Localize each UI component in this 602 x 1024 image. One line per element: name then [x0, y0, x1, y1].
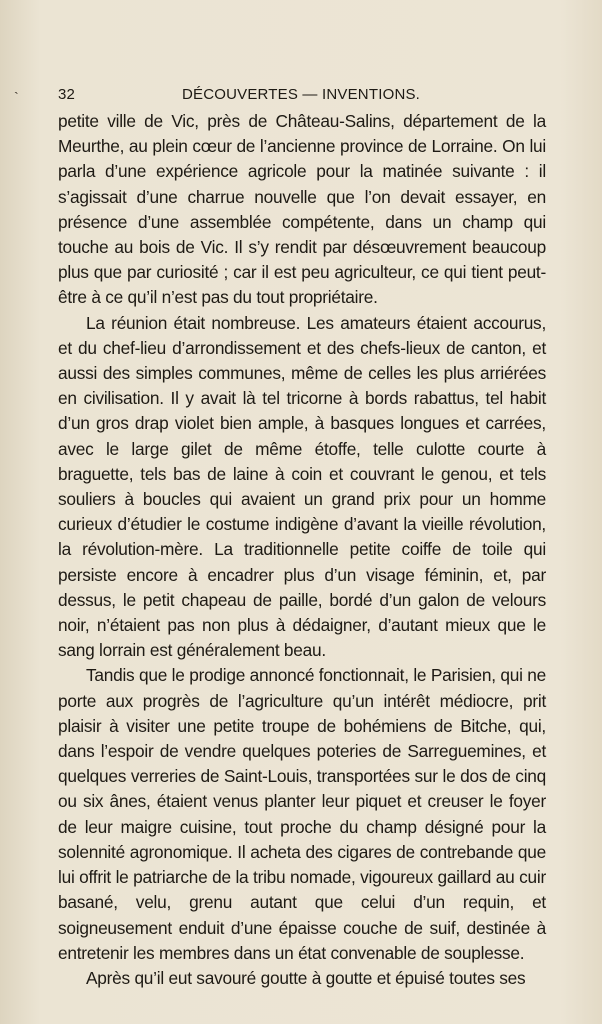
running-head: DÉCOUVERTES — INVENTIONS. [181, 86, 421, 103]
margin-mark: ˎ [14, 80, 19, 95]
body-text [58, 109, 546, 991]
page-number: 32 [58, 86, 76, 103]
paragraph-3: Tandis que le prodige annoncé fonctionnait, le Parisien, qui ne porte aux progrès de l’agriculture qu’un intérêt médiocre, prit plaisir à visiter une petite troupe de bohémiens de Bitche, qui, dans l’espoir de vendre quelques poteries de Sarreguemines, et quelques verreries de Saint-Louis, transportées sur le dos de cinq ou six ânes, étaient venus planter leur piquet et creuser le foyer de leur maigre cuisine, tout proche du champ désigné pour la solennité agronomique. Il acheta des cigares de contrebande que lui offrit le patriarche de la tribu nomade, vigoureux gaillard au cuir basané, velu, grenu autant que celui d’un requin, et soigneusement enduit d’une épaisse couche de suif, destinée à entretenir les membres dans un état convenable de souplesse. [58, 665, 546, 963]
page-header [58, 86, 544, 108]
paragraph-4: Après qu’il eut savouré goutte à goutte et épuisé toutes ses [86, 967, 526, 988]
paragraph-1: petite ville de Vic, près de Château-Salins, département de la Meurthe, au plein cœur de l’ancienne province de Lorraine. On lui parla d’une expérience agricole pour la matinée suivante : il s’agissait d’une charrue nouvelle que l’on devait essayer, en présence d’une assemblée compétente, dans un champ qui touche au bois de Vic. Il s’y rendit par désœuvrement beaucoup plus que par curiosité ; car il est peu agriculteur, ce qui tient peut-être à ce qu’il n’est pas du tout propriétaire. [58, 111, 546, 308]
paragraph-2: La réunion était nombreuse. Les amateurs étaient accourus, et du chef-lieu d’arrondissement et des chefs-lieux de canton, et aussi des simples communes, même de celles les plus arriérées en civilisation. Il y avait là tel tricorne à bords rabattus, tel habit d’un gros drap violet bien ample, à basques longues et carrées, avec le large gilet de même étoffe, telle culotte courte à braguette, tels bas de laine à coin et couvrant le genou, et tels souliers à boucles qui avaient un grand prix pour un homme curieux d’étudier le costume indigène d’avant la vieille révolution, la révolution-mère. La traditionnelle petite coiffe de toile qui persiste encore à encadrer plus d’un visage féminin, et, par dessus, le petit chapeau de paille, bordé d’un galon de velours noir, n’étaient pas non plus à dédaigner, d’autant mieux que le sang lorrain est généralement beau. [58, 312, 546, 661]
